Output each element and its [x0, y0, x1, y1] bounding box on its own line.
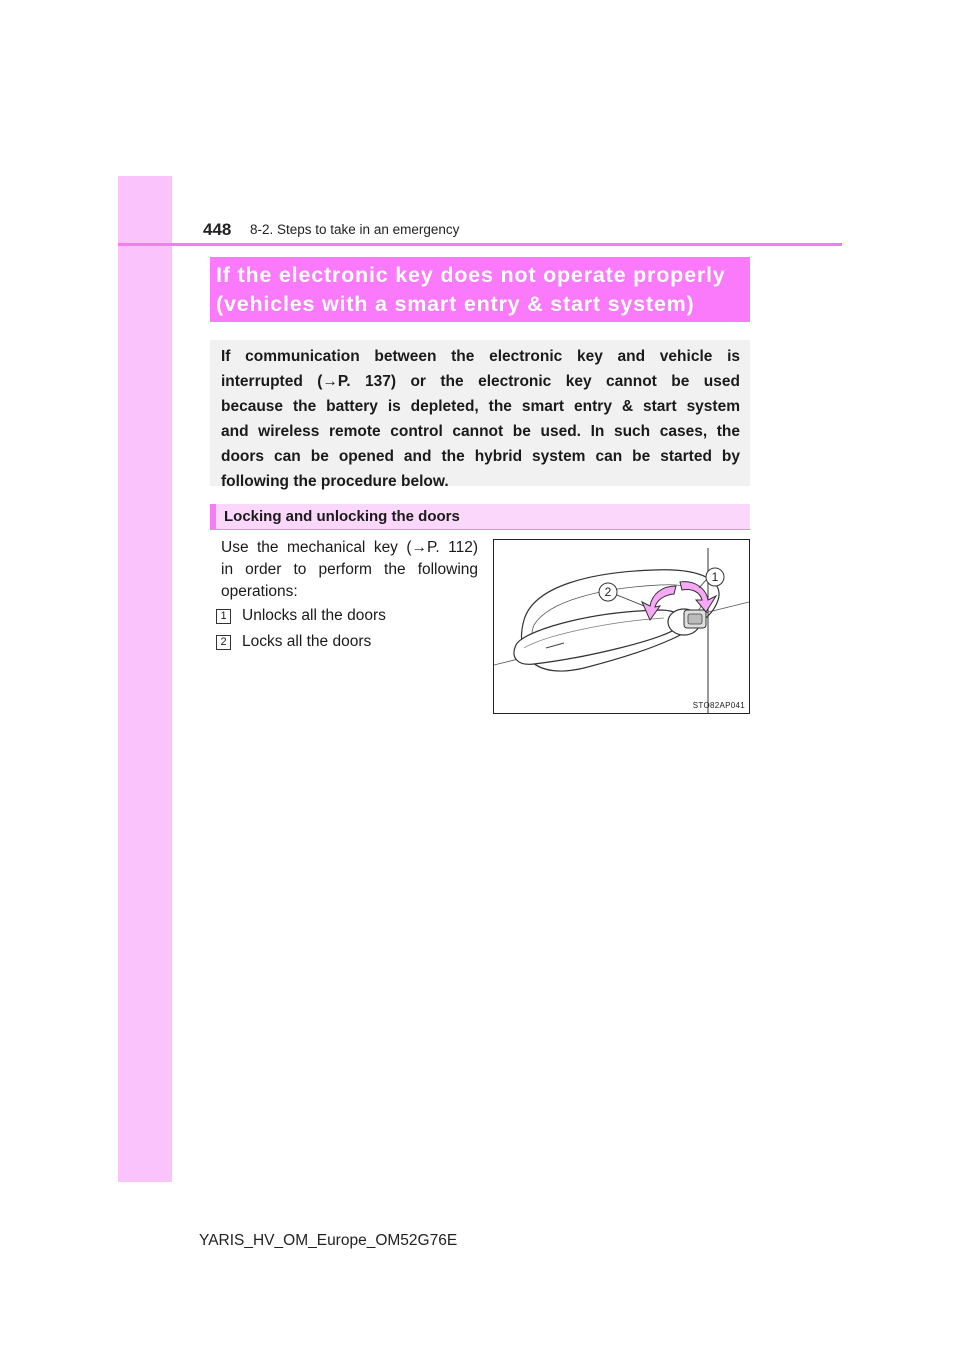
section-title-banner	[210, 257, 750, 322]
subheading: Locking and unlocking the doors	[210, 504, 750, 530]
list-item-text: Unlocks all the doors	[242, 607, 386, 624]
door-handle-key-illustration	[494, 540, 749, 713]
step-number-badge: 1	[216, 609, 231, 624]
body-paragraph	[221, 537, 478, 603]
title-line-1: If the electronic key does not operate properly	[216, 263, 726, 287]
page-number: 448	[203, 220, 232, 239]
list-item-unlock	[216, 606, 386, 626]
section-label: 8-2. Steps to take in an emergency	[250, 222, 460, 237]
body-line: Use the mechanical key (→P. 112)	[221, 539, 478, 556]
list-item-text: Locks all the doors	[242, 633, 372, 650]
callout-1: 1	[711, 570, 719, 584]
callout-2: 2	[604, 585, 612, 599]
door-handle-figure	[493, 539, 750, 714]
side-margin-band	[118, 176, 172, 1182]
intro-line: doors can be opened and the hybrid system can be started by	[221, 448, 740, 465]
footer-document-id: YARIS_HV_OM_Europe_OM52G76E	[199, 1232, 458, 1249]
intro-line: interrupted (→P. 137) or the electronic key cannot be used	[221, 373, 740, 390]
title-line-2: (vehicles with a smart entry & start system)	[216, 292, 695, 316]
list-item-lock	[216, 632, 371, 652]
intro-line: because the battery is depleted, the smart entry & start system	[221, 398, 740, 415]
step-number-badge: 2	[216, 635, 231, 650]
intro-box	[210, 340, 750, 490]
figure-code: STO82AP041	[692, 701, 745, 710]
intro-line: following the procedure below.	[221, 473, 449, 490]
header-rule	[118, 243, 842, 246]
intro-line: and wireless remote control cannot be used. In such cases, the	[221, 423, 740, 440]
body-line: operations:	[221, 583, 298, 600]
body-line: in order to perform the following	[221, 561, 478, 578]
intro-line: If communication between the electronic key and vehicle is	[221, 348, 740, 365]
